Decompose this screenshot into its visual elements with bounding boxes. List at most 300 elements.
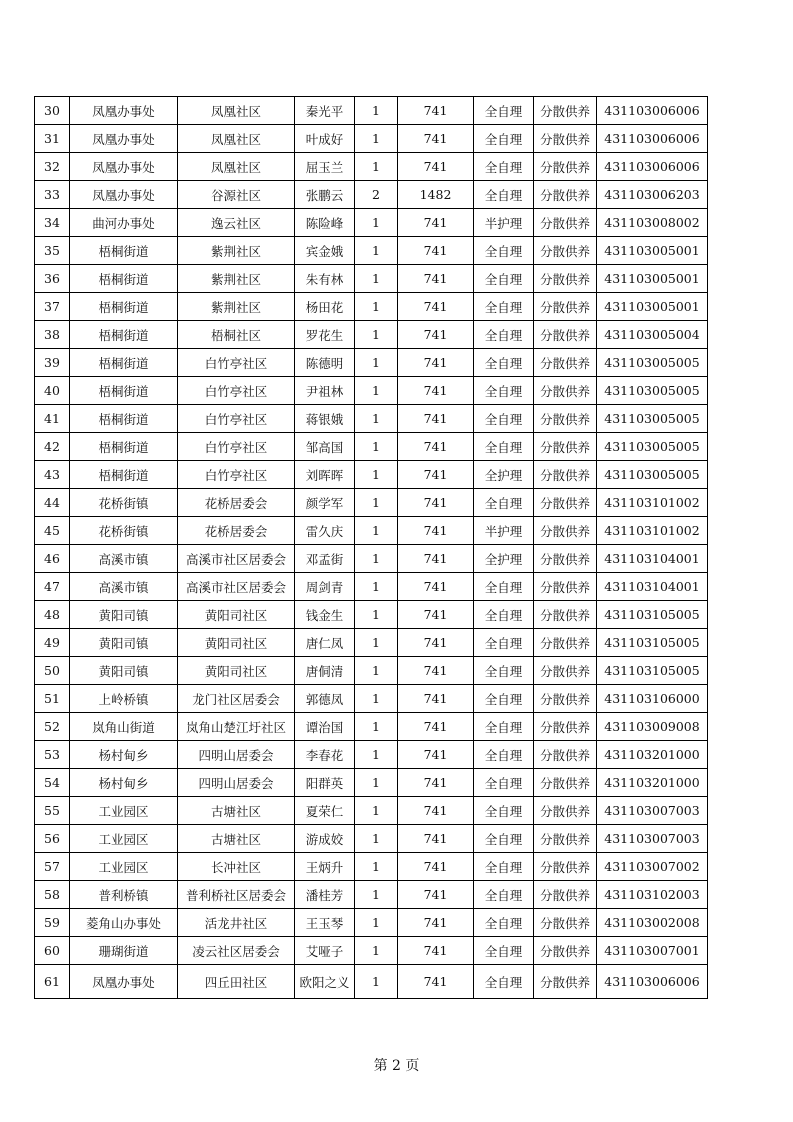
support-type-cell: 分散供养 xyxy=(534,265,597,293)
area-code-cell: 431103105005 xyxy=(597,601,708,629)
care-level-cell: 全护理 xyxy=(474,461,534,489)
row-number-cell: 57 xyxy=(35,853,70,881)
district-cell: 曲河办事处 xyxy=(70,209,178,237)
community-cell: 白竹亭社区 xyxy=(178,349,295,377)
count-cell: 1 xyxy=(355,853,398,881)
row-number-cell: 61 xyxy=(35,965,70,999)
table-row xyxy=(35,125,708,153)
community-cell: 白竹亭社区 xyxy=(178,405,295,433)
row-number-cell: 55 xyxy=(35,797,70,825)
care-level-cell: 全自理 xyxy=(474,321,534,349)
community-cell: 紫荆社区 xyxy=(178,293,295,321)
person-name-cell: 阳群英 xyxy=(295,769,355,797)
care-level-cell: 全自理 xyxy=(474,573,534,601)
table-row xyxy=(35,405,708,433)
amount-cell: 741 xyxy=(398,937,474,965)
area-code-cell: 431103005005 xyxy=(597,405,708,433)
table-row xyxy=(35,321,708,349)
care-level-cell: 全自理 xyxy=(474,405,534,433)
person-name-cell: 杨田花 xyxy=(295,293,355,321)
area-code-cell: 431103007003 xyxy=(597,825,708,853)
district-cell: 高溪市镇 xyxy=(70,573,178,601)
area-code-cell: 431103007001 xyxy=(597,937,708,965)
area-code-cell: 431103006006 xyxy=(597,97,708,125)
district-cell: 梧桐街道 xyxy=(70,321,178,349)
count-cell: 1 xyxy=(355,321,398,349)
area-code-cell: 431103007002 xyxy=(597,853,708,881)
area-code-cell: 431103002008 xyxy=(597,909,708,937)
person-name-cell: 游成姣 xyxy=(295,825,355,853)
district-cell: 菱角山办事处 xyxy=(70,909,178,937)
row-number-cell: 31 xyxy=(35,125,70,153)
area-code-cell: 431103104001 xyxy=(597,573,708,601)
care-level-cell: 全自理 xyxy=(474,657,534,685)
amount-cell: 741 xyxy=(398,321,474,349)
table-row xyxy=(35,517,708,545)
care-level-cell: 全自理 xyxy=(474,769,534,797)
district-cell: 高溪市镇 xyxy=(70,545,178,573)
care-level-cell: 全自理 xyxy=(474,713,534,741)
community-cell: 梧桐社区 xyxy=(178,321,295,349)
support-type-cell: 分散供养 xyxy=(534,433,597,461)
row-number-cell: 52 xyxy=(35,713,70,741)
care-level-cell: 全自理 xyxy=(474,825,534,853)
table-row xyxy=(35,153,708,181)
count-cell: 1 xyxy=(355,489,398,517)
row-number-cell: 48 xyxy=(35,601,70,629)
person-name-cell: 谭治国 xyxy=(295,713,355,741)
support-type-cell: 分散供养 xyxy=(534,573,597,601)
person-name-cell: 秦光平 xyxy=(295,97,355,125)
community-cell: 凤凰社区 xyxy=(178,153,295,181)
support-type-cell: 分散供养 xyxy=(534,769,597,797)
amount-cell: 741 xyxy=(398,965,474,999)
support-type-cell: 分散供养 xyxy=(534,881,597,909)
amount-cell: 741 xyxy=(398,377,474,405)
amount-cell: 741 xyxy=(398,97,474,125)
care-level-cell: 全自理 xyxy=(474,881,534,909)
person-name-cell: 蒋银娥 xyxy=(295,405,355,433)
count-cell: 1 xyxy=(355,237,398,265)
amount-cell: 741 xyxy=(398,909,474,937)
care-level-cell: 半护理 xyxy=(474,209,534,237)
person-name-cell: 刘晖晖 xyxy=(295,461,355,489)
amount-cell: 741 xyxy=(398,769,474,797)
amount-cell: 741 xyxy=(398,573,474,601)
count-cell: 1 xyxy=(355,517,398,545)
amount-cell: 741 xyxy=(398,685,474,713)
table-row xyxy=(35,209,708,237)
row-number-cell: 53 xyxy=(35,741,70,769)
care-level-cell: 全自理 xyxy=(474,377,534,405)
amount-cell: 741 xyxy=(398,713,474,741)
care-level-cell: 全自理 xyxy=(474,685,534,713)
district-cell: 工业园区 xyxy=(70,825,178,853)
care-level-cell: 全自理 xyxy=(474,349,534,377)
community-cell: 高溪市社区居委会 xyxy=(178,573,295,601)
person-name-cell: 唐侗清 xyxy=(295,657,355,685)
table-row xyxy=(35,629,708,657)
community-cell: 长冲社区 xyxy=(178,853,295,881)
person-name-cell: 唐仁凤 xyxy=(295,629,355,657)
district-cell: 珊瑚街道 xyxy=(70,937,178,965)
person-name-cell: 张鹏云 xyxy=(295,181,355,209)
row-number-cell: 42 xyxy=(35,433,70,461)
community-cell: 白竹亭社区 xyxy=(178,377,295,405)
count-cell: 1 xyxy=(355,909,398,937)
table-row xyxy=(35,853,708,881)
person-name-cell: 王玉琴 xyxy=(295,909,355,937)
district-cell: 杨村甸乡 xyxy=(70,769,178,797)
row-number-cell: 35 xyxy=(35,237,70,265)
table-row xyxy=(35,461,708,489)
care-level-cell: 全自理 xyxy=(474,153,534,181)
district-cell: 凤凰办事处 xyxy=(70,965,178,999)
support-type-cell: 分散供养 xyxy=(534,489,597,517)
district-cell: 梧桐街道 xyxy=(70,293,178,321)
district-cell: 工业园区 xyxy=(70,853,178,881)
row-number-cell: 44 xyxy=(35,489,70,517)
district-cell: 凤凰办事处 xyxy=(70,153,178,181)
district-cell: 黄阳司镇 xyxy=(70,657,178,685)
amount-cell: 741 xyxy=(398,545,474,573)
amount-cell: 741 xyxy=(398,517,474,545)
community-cell: 紫荆社区 xyxy=(178,237,295,265)
count-cell: 1 xyxy=(355,769,398,797)
community-cell: 白竹亭社区 xyxy=(178,433,295,461)
table-row xyxy=(35,769,708,797)
count-cell: 1 xyxy=(355,209,398,237)
person-name-cell: 邓孟街 xyxy=(295,545,355,573)
row-number-cell: 50 xyxy=(35,657,70,685)
amount-cell: 741 xyxy=(398,153,474,181)
area-code-cell: 431103009008 xyxy=(597,713,708,741)
row-number-cell: 51 xyxy=(35,685,70,713)
person-name-cell: 夏荣仁 xyxy=(295,797,355,825)
support-type-cell: 分散供养 xyxy=(534,853,597,881)
support-type-cell: 分散供养 xyxy=(534,713,597,741)
care-level-cell: 全自理 xyxy=(474,629,534,657)
care-level-cell: 全自理 xyxy=(474,937,534,965)
area-code-cell: 431103201000 xyxy=(597,741,708,769)
table-row xyxy=(35,265,708,293)
community-cell: 古塘社区 xyxy=(178,797,295,825)
support-type-cell: 分散供养 xyxy=(534,825,597,853)
table-row xyxy=(35,489,708,517)
care-level-cell: 全自理 xyxy=(474,741,534,769)
count-cell: 1 xyxy=(355,461,398,489)
care-level-cell: 全自理 xyxy=(474,853,534,881)
count-cell: 1 xyxy=(355,881,398,909)
area-code-cell: 431103005005 xyxy=(597,461,708,489)
table-row xyxy=(35,293,708,321)
row-number-cell: 40 xyxy=(35,377,70,405)
support-type-cell: 分散供养 xyxy=(534,209,597,237)
district-cell: 花桥街镇 xyxy=(70,489,178,517)
care-level-cell: 全自理 xyxy=(474,265,534,293)
support-type-cell: 分散供养 xyxy=(534,237,597,265)
amount-cell: 741 xyxy=(398,209,474,237)
count-cell: 1 xyxy=(355,377,398,405)
district-cell: 凤凰办事处 xyxy=(70,125,178,153)
community-cell: 白竹亭社区 xyxy=(178,461,295,489)
area-code-cell: 431103005004 xyxy=(597,321,708,349)
records-table xyxy=(34,96,708,999)
support-type-cell: 分散供养 xyxy=(534,153,597,181)
support-type-cell: 分散供养 xyxy=(534,685,597,713)
row-number-cell: 45 xyxy=(35,517,70,545)
person-name-cell: 欧阳之义 xyxy=(295,965,355,999)
person-name-cell: 李春花 xyxy=(295,741,355,769)
community-cell: 岚角山楚江圩社区 xyxy=(178,713,295,741)
care-level-cell: 全自理 xyxy=(474,181,534,209)
district-cell: 梧桐街道 xyxy=(70,433,178,461)
care-level-cell: 全自理 xyxy=(474,97,534,125)
row-number-cell: 58 xyxy=(35,881,70,909)
row-number-cell: 41 xyxy=(35,405,70,433)
table-row xyxy=(35,741,708,769)
district-cell: 梧桐街道 xyxy=(70,349,178,377)
row-number-cell: 43 xyxy=(35,461,70,489)
person-name-cell: 艾哑子 xyxy=(295,937,355,965)
table-row xyxy=(35,937,708,965)
area-code-cell: 431103005005 xyxy=(597,433,708,461)
community-cell: 花桥居委会 xyxy=(178,489,295,517)
count-cell: 2 xyxy=(355,181,398,209)
table-row xyxy=(35,881,708,909)
area-code-cell: 431103101002 xyxy=(597,517,708,545)
community-cell: 四明山居委会 xyxy=(178,769,295,797)
support-type-cell: 分散供养 xyxy=(534,937,597,965)
community-cell: 四丘田社区 xyxy=(178,965,295,999)
district-cell: 上岭桥镇 xyxy=(70,685,178,713)
amount-cell: 741 xyxy=(398,461,474,489)
person-name-cell: 尹祖林 xyxy=(295,377,355,405)
area-code-cell: 431103005001 xyxy=(597,265,708,293)
community-cell: 龙门社区居委会 xyxy=(178,685,295,713)
area-code-cell: 431103006203 xyxy=(597,181,708,209)
district-cell: 梧桐街道 xyxy=(70,405,178,433)
row-number-cell: 33 xyxy=(35,181,70,209)
care-level-cell: 全自理 xyxy=(474,797,534,825)
count-cell: 1 xyxy=(355,965,398,999)
person-name-cell: 叶成好 xyxy=(295,125,355,153)
person-name-cell: 钱金生 xyxy=(295,601,355,629)
support-type-cell: 分散供养 xyxy=(534,909,597,937)
amount-cell: 741 xyxy=(398,489,474,517)
row-number-cell: 59 xyxy=(35,909,70,937)
community-cell: 四明山居委会 xyxy=(178,741,295,769)
support-type-cell: 分散供养 xyxy=(534,741,597,769)
table-row xyxy=(35,601,708,629)
amount-cell: 741 xyxy=(398,825,474,853)
area-code-cell: 431103104001 xyxy=(597,545,708,573)
care-level-cell: 全自理 xyxy=(474,909,534,937)
area-code-cell: 431103007003 xyxy=(597,797,708,825)
care-level-cell: 全自理 xyxy=(474,293,534,321)
district-cell: 梧桐街道 xyxy=(70,237,178,265)
community-cell: 普利桥社区居委会 xyxy=(178,881,295,909)
person-name-cell: 屈玉兰 xyxy=(295,153,355,181)
amount-cell: 741 xyxy=(398,293,474,321)
table-row xyxy=(35,545,708,573)
count-cell: 1 xyxy=(355,153,398,181)
community-cell: 凤凰社区 xyxy=(178,125,295,153)
community-cell: 凤凰社区 xyxy=(178,97,295,125)
row-number-cell: 49 xyxy=(35,629,70,657)
area-code-cell: 431103106000 xyxy=(597,685,708,713)
district-cell: 梧桐街道 xyxy=(70,461,178,489)
amount-cell: 741 xyxy=(398,601,474,629)
district-cell: 普利桥镇 xyxy=(70,881,178,909)
table-row xyxy=(35,685,708,713)
table-row xyxy=(35,237,708,265)
count-cell: 1 xyxy=(355,293,398,321)
table-row xyxy=(35,181,708,209)
district-cell: 岚角山街道 xyxy=(70,713,178,741)
support-type-cell: 分散供养 xyxy=(534,405,597,433)
row-number-cell: 47 xyxy=(35,573,70,601)
support-type-cell: 分散供养 xyxy=(534,125,597,153)
table-row xyxy=(35,349,708,377)
amount-cell: 741 xyxy=(398,853,474,881)
count-cell: 1 xyxy=(355,573,398,601)
district-cell: 凤凰办事处 xyxy=(70,97,178,125)
support-type-cell: 分散供养 xyxy=(534,377,597,405)
care-level-cell: 半护理 xyxy=(474,517,534,545)
amount-cell: 741 xyxy=(398,265,474,293)
count-cell: 1 xyxy=(355,685,398,713)
support-type-cell: 分散供养 xyxy=(534,461,597,489)
person-name-cell: 罗花生 xyxy=(295,321,355,349)
community-cell: 花桥居委会 xyxy=(178,517,295,545)
person-name-cell: 王炳升 xyxy=(295,853,355,881)
table-row xyxy=(35,797,708,825)
community-cell: 黄阳司社区 xyxy=(178,629,295,657)
support-type-cell: 分散供养 xyxy=(534,349,597,377)
row-number-cell: 54 xyxy=(35,769,70,797)
person-name-cell: 邹高国 xyxy=(295,433,355,461)
district-cell: 黄阳司镇 xyxy=(70,601,178,629)
person-name-cell: 颜学军 xyxy=(295,489,355,517)
count-cell: 1 xyxy=(355,265,398,293)
care-level-cell: 全自理 xyxy=(474,489,534,517)
person-name-cell: 郭德凤 xyxy=(295,685,355,713)
count-cell: 1 xyxy=(355,545,398,573)
table-row xyxy=(35,377,708,405)
count-cell: 1 xyxy=(355,405,398,433)
amount-cell: 741 xyxy=(398,881,474,909)
table-row xyxy=(35,97,708,125)
area-code-cell: 431103005005 xyxy=(597,349,708,377)
community-cell: 凌云社区居委会 xyxy=(178,937,295,965)
table-row xyxy=(35,825,708,853)
count-cell: 1 xyxy=(355,937,398,965)
care-level-cell: 全自理 xyxy=(474,237,534,265)
table-row xyxy=(35,573,708,601)
amount-cell: 1482 xyxy=(398,181,474,209)
area-code-cell: 431103102003 xyxy=(597,881,708,909)
care-level-cell: 全护理 xyxy=(474,545,534,573)
area-code-cell: 431103006006 xyxy=(597,125,708,153)
amount-cell: 741 xyxy=(398,741,474,769)
community-cell: 逸云社区 xyxy=(178,209,295,237)
count-cell: 1 xyxy=(355,349,398,377)
community-cell: 谷源社区 xyxy=(178,181,295,209)
row-number-cell: 60 xyxy=(35,937,70,965)
count-cell: 1 xyxy=(355,629,398,657)
row-number-cell: 37 xyxy=(35,293,70,321)
row-number-cell: 56 xyxy=(35,825,70,853)
community-cell: 黄阳司社区 xyxy=(178,657,295,685)
district-cell: 梧桐街道 xyxy=(70,377,178,405)
person-name-cell: 潘桂芳 xyxy=(295,881,355,909)
table-row xyxy=(35,657,708,685)
amount-cell: 741 xyxy=(398,657,474,685)
care-level-cell: 全自理 xyxy=(474,125,534,153)
support-type-cell: 分散供养 xyxy=(534,545,597,573)
support-type-cell: 分散供养 xyxy=(534,629,597,657)
area-code-cell: 431103006006 xyxy=(597,965,708,999)
support-type-cell: 分散供养 xyxy=(534,321,597,349)
area-code-cell: 431103005001 xyxy=(597,293,708,321)
area-code-cell: 431103101002 xyxy=(597,489,708,517)
community-cell: 紫荆社区 xyxy=(178,265,295,293)
support-type-cell: 分散供养 xyxy=(534,293,597,321)
community-cell: 高溪市社区居委会 xyxy=(178,545,295,573)
table-row xyxy=(35,909,708,937)
table-body xyxy=(35,97,708,999)
district-cell: 花桥街镇 xyxy=(70,517,178,545)
support-type-cell: 分散供养 xyxy=(534,797,597,825)
district-cell: 工业园区 xyxy=(70,797,178,825)
area-code-cell: 431103008002 xyxy=(597,209,708,237)
amount-cell: 741 xyxy=(398,125,474,153)
district-cell: 杨村甸乡 xyxy=(70,741,178,769)
amount-cell: 741 xyxy=(398,433,474,461)
row-number-cell: 34 xyxy=(35,209,70,237)
area-code-cell: 431103201000 xyxy=(597,769,708,797)
support-type-cell: 分散供养 xyxy=(534,601,597,629)
count-cell: 1 xyxy=(355,741,398,769)
count-cell: 1 xyxy=(355,601,398,629)
care-level-cell: 全自理 xyxy=(474,433,534,461)
area-code-cell: 431103105005 xyxy=(597,657,708,685)
table-row xyxy=(35,433,708,461)
row-number-cell: 32 xyxy=(35,153,70,181)
amount-cell: 741 xyxy=(398,797,474,825)
count-cell: 1 xyxy=(355,433,398,461)
care-level-cell: 全自理 xyxy=(474,601,534,629)
row-number-cell: 36 xyxy=(35,265,70,293)
area-code-cell: 431103005001 xyxy=(597,237,708,265)
count-cell: 1 xyxy=(355,797,398,825)
care-level-cell: 全自理 xyxy=(474,965,534,999)
person-name-cell: 朱有林 xyxy=(295,265,355,293)
area-code-cell: 431103005005 xyxy=(597,377,708,405)
person-name-cell: 雷久庆 xyxy=(295,517,355,545)
count-cell: 1 xyxy=(355,825,398,853)
person-name-cell: 陈德明 xyxy=(295,349,355,377)
count-cell: 1 xyxy=(355,657,398,685)
district-cell: 黄阳司镇 xyxy=(70,629,178,657)
person-name-cell: 宾金娥 xyxy=(295,237,355,265)
district-cell: 梧桐街道 xyxy=(70,265,178,293)
page-number: 第 2 页 xyxy=(373,1058,420,1074)
area-code-cell: 431103006006 xyxy=(597,153,708,181)
person-name-cell: 陈险峰 xyxy=(295,209,355,237)
community-cell: 黄阳司社区 xyxy=(178,601,295,629)
